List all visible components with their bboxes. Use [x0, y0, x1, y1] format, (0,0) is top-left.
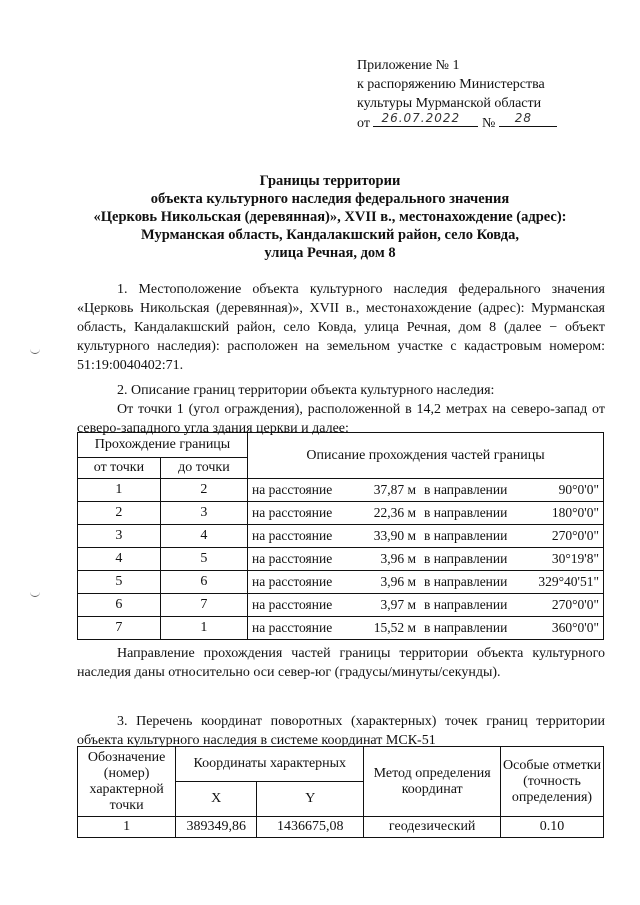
boundary-table — [77, 432, 604, 640]
boundary-row — [78, 548, 604, 571]
boundary-row — [78, 617, 604, 640]
point-to: 5 — [160, 548, 247, 571]
point-from: 6 — [78, 594, 161, 617]
section-2-intro: От точки 1 (угол ограждения), расположенной в 14,2 метрах на северо-запад от северо-западного угла здания церкви и далее: — [77, 402, 605, 436]
point-to: 6 — [160, 571, 247, 594]
segment-description — [248, 479, 604, 502]
direction-label: в направлении — [424, 597, 508, 612]
coord-point: 1 — [78, 817, 176, 838]
boundary-row — [78, 571, 604, 594]
coord-x: 389349,86 — [176, 817, 257, 838]
direction-label: в направлении — [424, 482, 508, 497]
segment-description — [248, 502, 604, 525]
number-label: № — [481, 116, 496, 131]
header-to: до точки — [160, 458, 247, 479]
direction-value: 329°40'51" — [538, 574, 599, 589]
from-label: от — [357, 116, 370, 131]
direction-label: в направлении — [424, 620, 508, 635]
direction-label: в направлении — [424, 574, 508, 589]
direction-label: в направлении — [424, 505, 508, 520]
header-description: Описание прохождения частей границы — [248, 433, 604, 479]
direction-value: 360°0'0" — [551, 620, 599, 635]
direction-value: 270°0'0" — [551, 528, 599, 543]
coord-note: 0.10 — [501, 817, 604, 838]
header-x: X — [176, 782, 257, 817]
distance-label: на расстояние — [252, 574, 333, 589]
coord-y: 1436675,08 — [257, 817, 364, 838]
appendix-ministry: к распоряжению Министерства — [357, 77, 545, 92]
header-notes: Особые отметки (точность определения) — [501, 747, 604, 817]
header-method: Метод определения координат — [364, 747, 501, 817]
segment-description — [248, 525, 604, 548]
header-y: Y — [257, 782, 364, 817]
direction-value: 270°0'0" — [551, 597, 599, 612]
point-from: 1 — [78, 479, 161, 502]
number-field — [499, 113, 557, 127]
point-from: 5 — [78, 571, 161, 594]
handwritten-date: 26.07.2022 — [381, 111, 461, 125]
distance-label: на расстояние — [252, 551, 333, 566]
punch-mark — [30, 349, 40, 354]
section-2-heading: 2. Описание границ территории объекта культурного наследия: — [117, 383, 495, 398]
coord-method: геодезический — [364, 817, 501, 838]
appendix-date-line — [357, 113, 557, 133]
title-line: улица Речная, дом 8 — [264, 245, 396, 261]
appendix-region: культуры Мурманской области — [357, 96, 542, 111]
segment-description — [248, 594, 604, 617]
distance-value: 3,96 м — [380, 551, 416, 566]
distance-value: 15,52 м — [373, 620, 416, 635]
header-from: от точки — [78, 458, 161, 479]
boundary-rows — [78, 479, 604, 640]
point-from: 4 — [78, 548, 161, 571]
point-from: 7 — [78, 617, 161, 640]
section-3-heading: 3. Перечень координат поворотных (характерных) точек границ территории объекта культурного наследия в системе координат МСК-51 — [77, 714, 605, 748]
title-line: Границы территории — [259, 173, 401, 189]
point-to: 7 — [160, 594, 247, 617]
document-title — [60, 172, 600, 262]
direction-value: 180°0'0" — [551, 505, 599, 520]
distance-value: 33,90 м — [373, 528, 416, 543]
direction-label: в направлении — [424, 528, 508, 543]
distance-value: 3,96 м — [380, 574, 416, 589]
direction-label: в направлении — [424, 551, 508, 566]
point-to: 3 — [160, 502, 247, 525]
boundary-row — [78, 525, 604, 548]
header-coords: Координаты характерных — [176, 747, 364, 782]
point-to: 1 — [160, 617, 247, 640]
segment-description — [248, 617, 604, 640]
title-line: объекта культурного наследия федерального значения — [150, 191, 510, 207]
distance-value: 37,87 м — [373, 482, 416, 497]
appendix-block — [357, 56, 557, 133]
point-to: 2 — [160, 479, 247, 502]
segment-description — [248, 548, 604, 571]
boundary-row — [78, 502, 604, 525]
direction-note: Направление прохождения частей границы территории объекта культурного наследия даны относительно оси север-юг (градусы/минуты/секунды). — [77, 646, 605, 680]
distance-label: на расстояние — [252, 482, 333, 497]
boundary-row — [78, 594, 604, 617]
header-passage: Прохождение границы — [78, 433, 248, 458]
segment-description — [248, 571, 604, 594]
title-line: «Церковь Никольская (деревянная)», XVII в., местонахождение (адрес): — [93, 209, 567, 225]
direction-value: 90°0'0" — [558, 482, 599, 497]
appendix-title: Приложение № 1 — [357, 58, 460, 73]
coordinates-table — [77, 746, 604, 838]
distance-value: 3,97 м — [380, 597, 416, 612]
distance-label: на расстояние — [252, 620, 333, 635]
punch-mark — [30, 592, 40, 597]
section-1-text: 1. Местоположение объекта культурного наследия федерального значения «Церковь Никольская (деревянная)», XVII в., местонахождение (адрес): Мурманская область, Кандалакшский район, село Ковда, улица Речная, дом 8 (далее − объект культурного наследия): расположен на земельном участке с кадастровым номером: 51:19:0040402:71. — [77, 282, 605, 373]
point-from: 2 — [78, 502, 161, 525]
distance-value: 22,36 м — [373, 505, 416, 520]
date-field — [373, 113, 478, 127]
point-to: 4 — [160, 525, 247, 548]
header-designation: Обозначение (номер) характерной точки — [78, 747, 176, 817]
distance-label: на расстояние — [252, 528, 333, 543]
distance-label: на расстояние — [252, 505, 333, 520]
title-line: Мурманская область, Кандалакшский район, село Ковда, — [141, 227, 519, 243]
handwritten-number: 28 — [514, 111, 533, 125]
point-from: 3 — [78, 525, 161, 548]
direction-value: 30°19'8" — [551, 551, 599, 566]
boundary-row — [78, 479, 604, 502]
distance-label: на расстояние — [252, 597, 333, 612]
